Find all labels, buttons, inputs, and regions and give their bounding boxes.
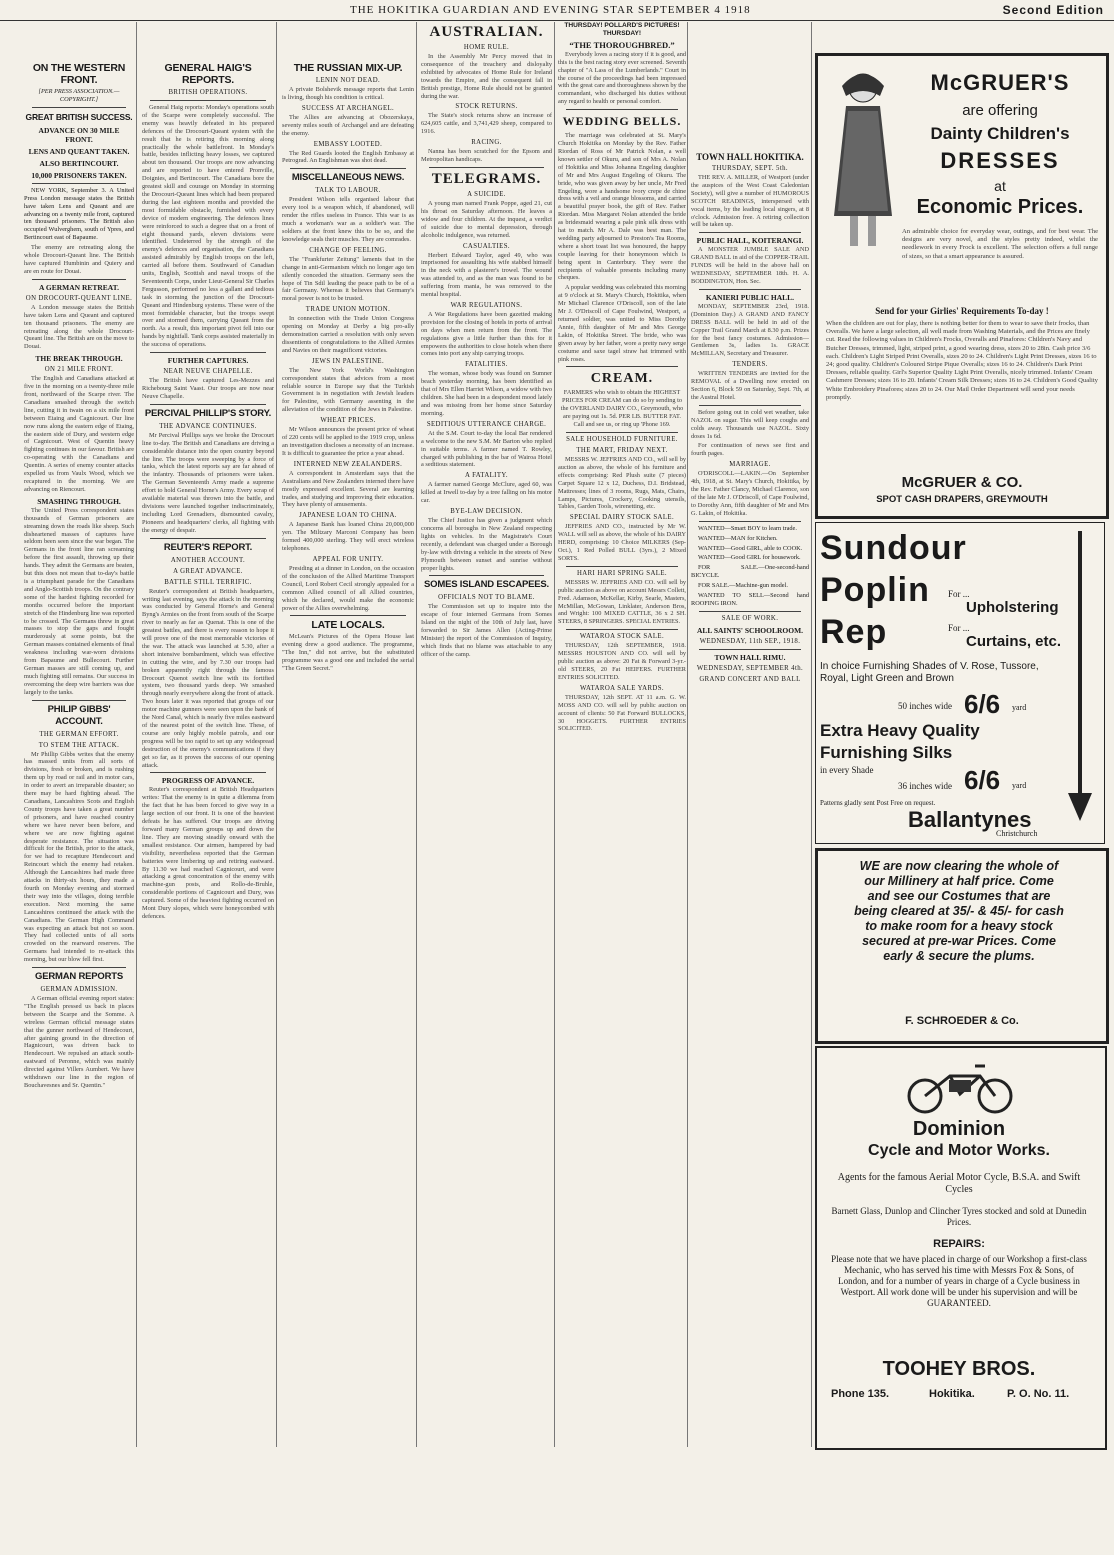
subhead: NEAR NEUVE CHAPELLE. bbox=[163, 368, 253, 376]
article-body: JEFFRIES AND CO., instructed by Mr W. WALL will sell as above, the whole of his DAIRY HERD, comprising: 10 Choice MILKERS (Sep-Oct.), 1 Red Polled BULL (3yrs.), 2 Mixed SORTS. bbox=[558, 523, 686, 562]
ballantynes-shades: In choice Furnishing Shades of V. Rose, Tussore, Royal, Light Green and Brown bbox=[820, 661, 1039, 684]
headline-smashing-through: SMASHING THROUGH. bbox=[37, 496, 121, 506]
article-body: Nanna has been scratched for the Epsom and Metropolitan handicaps. bbox=[421, 148, 552, 164]
subhead: SUCCESS AT ARCHANGEL. bbox=[301, 104, 395, 112]
article-body: A War Regulations have been gazetted making provision for the closing of hotels in ports of arrival on days when men return from the front. The regulations give a little further than this for it empowers the authorities to close hotels when there comes into port any ship carrying troops. bbox=[421, 310, 552, 358]
headline-australian: AUSTRALIAN. bbox=[429, 24, 544, 40]
ballantynes-use: Upholstering bbox=[966, 599, 1059, 616]
subhead: A SUICIDE. bbox=[467, 190, 506, 198]
article-body: Herbert Edward Taylor, aged 49, who was imprisoned for assaulting his wife stabbed himself in the neck with a plasterer's trowel. The wound was attended to, and as the man was found to be suffering from mania, he was removed to the mental hospital. bbox=[421, 251, 552, 299]
article-body: Reuter's correspondent at British headquarters, writing last evening, says the attack in the morning was conducted by General Horne's and General Byng's Armies on the front from south of the Scarpe river to nearly as far as Quenat. This is one of the greatest battles, and there is every reason to hope it will prove one of the most memorable victories of the war. The attack was launched at 5.30, after a short intensive bombardment, which was effective in cutting the wire, and by 7.30 our troops had broken apparently right through the famous Drocourt Quenot switch line with its fortified system, two thousand yards deep. We smashed through nearly everywhere along the front of attack. Two hours later it was reported that groups of our motor machine gunners were seen upon the bank of the Nord Canal, which is nearly five miles eastward of the nearest point of the switch line. These, of course are only highly mobile patrols, and our progress will be too rapid to set up any widespread destruction of the enemy's communications if they get so far, as it proves the success of our opening attack. bbox=[142, 587, 274, 769]
article-body: A Japanese Bank has loaned China 20,000,000 yen. The Miltzary Marconi Company has been formed 400,000 sterling. They will erect wireless telephones. bbox=[282, 521, 414, 553]
tenders-heading: TENDERS. bbox=[732, 361, 768, 369]
article-body: A popular wedding was celebrated this morning at 9 o'clock at St. Mary's Church, Hokitika, when Mr Michael Clarence O'Driscoll, son of the late Mr J. O'Driscoll of Cape Foulwind, Westport, a returned soldier, was united to Miss Dorothy Annie, fifth daughter of Mr and Mrs George Lakin, of Hokitika Street. The bride, who was given away by her father, wore a pretty navy serge costume and saxe tagel straw hat trimmed with pink roses. bbox=[558, 284, 686, 363]
article-body: The Chief Justice has given a judgment which concerns all boroughs in New Zealand respecting lights on vehicles. In the Magistrate's Court recently, a defendant was charged under a Borough by-law with driving a vehicle in the streets of New Plymouth between sunset and sunrise without proper lights. bbox=[421, 517, 552, 572]
headline-further-captures: FURTHER CAPTURES. bbox=[167, 356, 249, 366]
masthead bbox=[0, 0, 1114, 21]
ad-heading: HARI HARI SPRING SALE. bbox=[577, 569, 667, 577]
subhead: ADVANCE ON 30 MILE FRONT. bbox=[38, 125, 120, 144]
article-body: The "Frankfurter Zeitung" laments that in the change in anti-Germanism which no longer ago ten silently conceded the situation. Germany sees the hope of Tin Sdil leading the peace path to be of a fair Germany. Whereas it believes that Germany's moral power is not to be trusted. bbox=[282, 255, 414, 303]
hall-notice-title: PUBLIC HALL, KOITERANGI. bbox=[696, 236, 804, 246]
subhead: ALSO BERTINCOURT. bbox=[39, 158, 119, 168]
article-body: The Red Guards looted the English Embassy at Petrograd. An Englishman was shot dead. bbox=[282, 149, 414, 165]
article-body: Mr Wilson announces the present price of wheat of 220 cents will be applied to the 1919 crop, unless an investigation discloses a necessity of an increase. It is difficult to guarantee the price a year ahead. bbox=[282, 426, 414, 457]
column-notices bbox=[691, 150, 809, 1555]
hall-notice-date: THURSDAY, SEPT. 5th. bbox=[711, 165, 789, 172]
headline-somes-island: SOMES ISLAND ESCAPEES. bbox=[424, 579, 549, 591]
article-body: The woman, whose body was found on Sumner beach yesterday morning, has been identified as that of Mrs Ellen Harriet Wilson, a widow with two children. She had been in a despondent mood lately and was missing from her home since Saturday morning. bbox=[421, 370, 552, 417]
ballantynes-title: Rep bbox=[820, 613, 888, 651]
subhead: CASUALTIES. bbox=[462, 242, 510, 250]
notice-body: A MONSTER JUMBLE SALE AND GRAND BALL in aid of the COPPER-TRAIL FUNDS will be held in the above hall on WEDNESDAY, SEPTEMBER 18th. H. A. BODDINGTON, Hon. Sec. bbox=[691, 246, 809, 285]
classified-ad: FOR SALE.—Machine-gun model. bbox=[698, 582, 788, 590]
mcgruer-body: An admirable choice for everyday wear, outings, and for best wear. The designs are very novel, and the styles pretty indeed, whilst the needlework in every Frock is excellent. The selection offers a full range of sizes, so that a smart appearance is assured. bbox=[902, 228, 1098, 260]
toohey-town: Hokitika. bbox=[929, 1388, 975, 1400]
mcgruer-name: McGRUER'S bbox=[930, 70, 1070, 95]
ballantynes-unit: yard bbox=[1012, 703, 1027, 712]
article-body: A farmer named George McClure, aged 60, was killed at Irwell to-day by a tree falling on his motor car. bbox=[421, 481, 552, 505]
notice-body: Before going out in cold wet weather, take NAZOL on sugar. This will keep coughs and colds away. Thousands use NAZOL. Sixty doses 1s 6d. bbox=[691, 408, 809, 440]
classified-ad: WANTED—Good GIRL for housework. bbox=[698, 554, 801, 562]
article-body: The New York World's Washington correspondent states that advices from a most reliable source in Europe say that the Turkish Government is in negotiation with Jewish leaders for Palestine, with Germany assenting in the alleviation of the condition of the Jews in Palestine. bbox=[282, 366, 414, 414]
article-body: At the S.M. Court to-day the local Bar rendered a welcome to the new S.M. Mr Barton who replied in suitable terms. A farmer named T. Rowley, charged with publishing in the bar of Wairoa Hotel a seditious statement. bbox=[421, 429, 552, 469]
ballantynes-unit: yard bbox=[1012, 781, 1027, 790]
article-body: The English and Canadians attacked at five in the morning on a twenty-three mile front, northward of the Scarpe river. The Canadians smashed through the switch line, cutting it in twain on a six mile front between Etaing and Cagnicourt. Our line now runs along the eastern edge of Etaing, the eastern side of Dury, and western edge of Cagnicourt. West of Quentin heavy fighting continues in our favour. British are co-operating with the Canadians and Quentin. A series of enemy counter attacks expelled us from Vaulx Wood, which we recaptured in the morning. We are advancing on Riencourt. bbox=[24, 375, 134, 493]
subhead: SEDITIOUS UTTERANCE CHARGE. bbox=[426, 420, 547, 428]
toohey-stock: Barnett Glass, Dunlop and Clincher Tyres stocked and sold at Dunedin Prices. bbox=[831, 1206, 1087, 1227]
subhead: LENS AND QUEANT TAKEN. bbox=[28, 146, 130, 156]
toohey-agents: Agents for the famous Aerial Motor Cycle, B.S.A. and Swift Cycles bbox=[837, 1172, 1081, 1195]
article-body: MESSRS W. JEFFRIES AND CO., will sell by auction as above, the whole of his furniture and effects comprising: Red Plush suite (7 pieces) Carpet Square 12 x 12, Duchess, D.I. Bridstead, Mattresses; lines of 3 rooms, Rugs, Mats, Chairs, Lamps, Pictures, Crockery, Cooking utensils, Tables, Garden Tools, wirenetting, etc. bbox=[558, 455, 686, 511]
pollards-title: “THE THOROUGHBRED.” bbox=[569, 39, 675, 50]
article-body: THURSDAY, 12th SEPTEMBER, 1918. MESSRS HOUSTON AND CO. will sell by public auction as above: 20 Fat & Forward 3-yr.-old STEERS, 20 Fat HEIFERS. FURTHER ENTRIES SOLICITED. bbox=[558, 642, 686, 681]
article-body: The Allies are advancing at Obozerskaya, seventy miles south of Archangel and are defeating the enemy. bbox=[282, 113, 414, 137]
subhead: TALK TO LABOUR. bbox=[315, 187, 381, 195]
ad-heading: SALE HOUSEHOLD FURNITURE. bbox=[566, 435, 678, 443]
mcgruer-line: are offering bbox=[962, 102, 1038, 119]
ballantynes-city: Christchurch bbox=[996, 829, 1038, 838]
article-body: NEW YORK, September 3. A United Press London message states the British have taken Lens and Queant and are advancing on a twenty mile front, captured ten thousand prisoners. The British also occupied Wulverghem, south of Ypres, and Bertincourt east of Bapaume. bbox=[24, 186, 134, 242]
subhead: BRITISH OPERATIONS. bbox=[168, 89, 248, 96]
article-body: General Haig reports: Monday's operations south of the Scarpe were completely successful. The enemy was heavily defeated in his prepared defences of the Drocourt-Queant system with the result that he is retiring this morning along practically the whole battlefront. In Monday's battle, besides inflicting heavy losses, we captured about ten thousand. Our troops are now advancing and are reported to have entered Pronville, Doignies, and Bertincourt. The Canadians bore the greatest skill and courage on Monday in storming the Drocourt-Queant lines which had been prepared during the last eighteen months and provided the most formidable obstacle, furnished with every device of modern engineering. The defences lines were reinforced to such a degree that on a front of eight thousand yards, eleven divisions were identified. Undeterred by the strength of the enemy's defences and organisation, the Canadians assisted admirably by English troops on the left, carried all before them. Southward of Canadian units, English, Scottish and naval troops of the Seventeenth Corps, under Lieut-General Sir Charles Fergusson, performed no less a gallant and tedious task in storming the junction of the Drocourt-Queant and Hindenburg systems. These were of the most formidable character, but the troops swept over and stormed them, carrying Queant from the north. As a result, this important pivot fell into our hands by nightfall. Tank corps assisted materially in the success of operations. bbox=[142, 104, 274, 349]
headline-russian-mixup: THE RUSSIAN MIX-UP. bbox=[293, 62, 403, 74]
subhead: THE ADVANCE CONTINUES. bbox=[159, 422, 257, 430]
subhead: ANOTHER ACCOUNT. bbox=[170, 556, 246, 564]
ad-heading: WATAROA SALE YARDS. bbox=[579, 684, 665, 692]
subhead: RACING. bbox=[471, 139, 502, 147]
article-body: Mr Percival Phillips says we broke the Drocourt line to-day. The British and Canadians are driving a considerable distance into the open country beyond the line. The troops were sweeping by a force of tanks, which the latest reports say are far ahead of the infantry. Thousands of prisoners were taken. The German Seventeenth Army made a supreme effort to hold General Horne's Army. Every scrap of available material was thrown into the battle, and divisions were launched together indiscriminately, including Lord Grenadiers, dismounted cavalry, Pioneers and headquarters' clerks, all fighting with the energy of despair. bbox=[142, 431, 274, 534]
classified-ad: WANTED—Good GIRL, able to COOK. bbox=[698, 544, 803, 552]
classified-ad: FOR SALE.—One-second-hand BICYCLE. bbox=[691, 564, 809, 580]
subhead: STOCK RETURNS. bbox=[455, 103, 518, 111]
subhead: EMBASSY LOOTED. bbox=[313, 140, 383, 148]
article-body: A private Bolshevik message reports that Lenin is living, though his condition is critical. bbox=[282, 86, 414, 101]
mcgruer-line: at bbox=[994, 178, 1006, 194]
subhead: ON DROCOURT-QUEANT LINE. bbox=[25, 294, 133, 302]
subhead: FATALITIES. bbox=[465, 361, 508, 369]
article-body: MESSRS W. JEFFRIES AND CO. will sell by public auction as above on account Messrs Collett, Fred. Adamson, McKellar, Kirby, Searle, Masters, McMillan, McGowan, Linklater, Anderson Bros, and Wright: 100 MIXED CATTLE, 36 x 2 SH. STEERS, 8 SPRINGERS. SPECIAL ENTRIES. bbox=[558, 578, 686, 626]
ballantynes-for: For ... bbox=[948, 589, 970, 599]
article-body: FARMERS who wish to obtain the HIGHEST PRICES FOR CREAM can do so by sending to the OVERLAND DAIRY CO., Greymouth, who are paying out 1s. 5d. PER LB. BUTTER FAT. Call and see us, or ring up 'Phone 169. bbox=[560, 389, 684, 429]
ad-heading: THE MART, FRIDAY NEXT. bbox=[576, 446, 668, 454]
motorcycle-icon bbox=[905, 1054, 1015, 1114]
article-body: Presiding at a dinner in London, on the occasion of the conclusion of the Allied Maritime Transport Council, Lord Robert Cecil strongly appealed for a common Allied council of all Allied countries, which he declared, would make the economic power of the Allies overwhelming. bbox=[282, 564, 414, 612]
subhead: HOME RULE. bbox=[463, 44, 510, 51]
headline-philip-gibbs: PHILIP GIBBS' ACCOUNT. bbox=[47, 703, 111, 727]
ballantynes-price: 6/6 bbox=[964, 689, 1001, 719]
ballantynes-silk: Extra Heavy Quality bbox=[820, 721, 980, 740]
ballantynes-advert bbox=[815, 522, 1105, 844]
ad-heading: WATAROA STOCK SALE. bbox=[579, 633, 665, 641]
subhead: JEWS IN PALESTINE. bbox=[311, 357, 385, 365]
column-haig-reports bbox=[142, 60, 274, 1450]
ballantynes-title: Poplin bbox=[820, 571, 930, 609]
article-body: A London message states the British have taken Lens and Queant and captured ten thousand prisoners. The enemy are retreating along the whole Drocourt-Queant line. The British are on the move to Douai. bbox=[24, 303, 134, 351]
column-rule bbox=[136, 22, 137, 1447]
child-dress-illustration bbox=[828, 66, 898, 256]
classified-ad: WANTED—Smart BOY to learn trade. bbox=[698, 524, 797, 532]
article-body: The United Press correspondent states thousands of German prisoners are streaming down the roads like sheep. Such disheartened masses of captures have seldom been seen since the war began. The Germans in the front line ran screaming before the first assault, throwing up their hands. They admit the Germans are beaten, but this does not mean that to-day's battle is a triumphant parade for the Canadians and Anglo-Scottish troops. On the contrary some of the hardest fighting recorded for months occurred before the important stretch of the Hindenburg line was reported to be crossed. The Germans threw in great masses to stop the gaps and fought murderously at some points, but the German masses contained elements of final weakness including war-worn divisions from Bapaume and Bullecourt. Further German masses are still coming up, and much fighting still remains. Our success in overcoming the deep wire barriers was due largely to the tanks. bbox=[24, 506, 134, 696]
article-body: President Wilson tells organised labour that every tool is a weapon which, if abandoned, will render the rifles useless in France. This war is as much a workman's war as a soldier's war. The soldiers at the front knew this to be so, and the knowledge seals their muscles. They are comrades. bbox=[282, 196, 414, 243]
subhead: OFFICIALS NOT TO BLAME. bbox=[438, 594, 535, 602]
mcgruer-line: Economic Prices. bbox=[916, 196, 1084, 218]
article-body: The Commission set up to inquire into the escape of four interned Germans from Somes Island on the night of the 10th of July last, have forwarded to Sir James Allen (Acting-Prime Minister) the report of the Commission of Inquiry, which finds that no blame was attachable to any officer of the camp. bbox=[421, 603, 552, 658]
article-body: The marriage was celebrated at St. Mary's Church Hokitika on Monday by the Rev. Father Riordan of Ross of Mr Patrick Nolan, a well known settler of Okuru, and son of Mrs A. Nolan of Hokitika and Miss Johanna Engeling daughter of Mr and Mrs August Engeling of Okuru. The bride, who was given away by her uncle, Mr Fred Engeling, wore a handsome ivory crepe de chine dress with a veil and orange blossoms, and carried a beautiful prayer book, the gift of Rev. Father Riordan. Miss Margaret Nolan attended the bride as bridesmaid wearing a pale pink silk dress with hat to match. Mr A. Dale was best man. The wedding party adjourned to Preston's Tea Rooms, where a short toast list was honoured, the happy couple leaving for their honeymoon which is being spent in Canterbury. They were the recipients of valuable presents including many cheques. bbox=[558, 132, 686, 282]
headline-progress-advance: PROGRESS OF ADVANCE. bbox=[161, 776, 255, 786]
toohey-advert bbox=[815, 1046, 1107, 1450]
headline-reuters-report: REUTER'S REPORT. bbox=[163, 541, 253, 553]
article-body: Reuter's correspondent at British Headquarters writes: That the enemy is in quite a dilemma from the fact that he has been forced to give way in a large section of our front. It is one of the heaviest defeats he has suffered. Our troops are driving forward many German groups up and down the line. They are moving steadily onward with the smallest resistance. Our airmen, hampered by bad visibility, nevertheless reported that the German batteries were limbering up and retiring eastward. By 11.30 we had reached Cagnicourt, and were attacking a great concentration of the enemy with machine-gun posts, and Rollo-de-Bruhle, considerable portions of Cagnicourt and Dury, was captured. Some of the heaviest fighting occurred on Mont Dury slopes, which were honeycombed with defences. bbox=[142, 786, 274, 920]
article-body: In the Assembly Mr Percy moved that in consequence of the treachery and disloyalty exhibited by advocates of Home Rule for Ireland towards the Empire, and the consequent fall in British prestige, Home Rule should not be granted during the war. bbox=[421, 53, 552, 100]
subhead: LENIN NOT DEAD. bbox=[315, 77, 381, 84]
headline-break-through: THE BREAK THROUGH. bbox=[35, 354, 123, 364]
headline-late-locals: LATE LOCALS. bbox=[311, 619, 385, 632]
subhead: TRADE UNION MOTION. bbox=[305, 306, 391, 314]
headline-cream: CREAM. bbox=[590, 371, 654, 387]
toohey-repairs-text: Please note that we have placed in charge of our Workshop a first-class Mechanic, who has served his time with Messrs Fox & Sons, of London, and for a number of years in charge of a Cycle business in Westport. All work done will be under his supervision and will be GUARANTEED. bbox=[831, 1254, 1087, 1308]
column-western-front bbox=[24, 60, 134, 1450]
sale-of-work-heading: SALE OF WORK. bbox=[721, 614, 779, 622]
mcgruer-footer-address: SPOT CASH DRAPERS, GREYMOUTH bbox=[876, 494, 1048, 505]
article-body: The State's stock returns show an increase of 624,605 cattle, and 3,741,429 sheep, compared to 1916. bbox=[421, 112, 552, 136]
subhead: INTERNED NEW ZEALANDERS. bbox=[293, 460, 403, 468]
subhead: THE GERMAN EFFORT. bbox=[39, 730, 119, 738]
subhead: A FATALITY. bbox=[465, 472, 508, 480]
notice-body: MONDAY, SEPTEMBER 23rd, 1918. (Dominion Day.) A GRAND AND FANCY DRESS BALL will be held in aid of the Copper Trail Grand March at 8.30 p.m. Prizes for the best fancy costumes. Admission—Gentlemen 3s, ladies 1s. GRACE McMILLAN, Secretary and Treasurer. bbox=[691, 302, 809, 358]
toohey-name: TOOHEY BROS. bbox=[882, 1358, 1036, 1380]
article-body: The British have captured Les-Mezzes and Richebourg Saint Vaast. Our troops are now near Neuve Chapelle. bbox=[142, 377, 274, 400]
subhead: BATTLE STILL TERRIFIC. bbox=[164, 578, 252, 586]
toohey-phone: Phone 135. bbox=[831, 1388, 890, 1400]
notice-body: For continuation of news see first and fourth pages. bbox=[691, 442, 809, 458]
subhead: CHANGE OF FEELING. bbox=[309, 246, 387, 254]
column-rule bbox=[276, 22, 277, 1447]
subhead: 10,000 PRISONERS TAKEN. bbox=[31, 170, 127, 180]
ballantynes-for: For ... bbox=[948, 623, 970, 633]
ballantynes-width: 36 inches wide bbox=[898, 781, 952, 791]
subhead: WHEAT PRICES. bbox=[320, 417, 376, 425]
toohey-title: Dominion bbox=[912, 1118, 1006, 1140]
ballantynes-use: Curtains, etc. bbox=[966, 633, 1062, 650]
article-body: A correspondent in Amsterdam says that the Australians and New Zealanders interned there have mostly expressed excellent. Several are learning trades, and studying and improving their education. They have plenty of amusements. bbox=[282, 469, 414, 509]
ballantynes-patterns: Patterns gladly sent Post Free on request. bbox=[820, 799, 936, 807]
ballantynes-width: 50 inches wide bbox=[898, 701, 952, 711]
hall-notice-date: WEDNESDAY, SEPTEMBER 4th. bbox=[696, 664, 804, 672]
subhead: JAPANESE LOAN TO CHINA. bbox=[299, 512, 397, 520]
mcgruer-line: Dainty Children's bbox=[930, 124, 1070, 143]
column-rule bbox=[811, 22, 812, 1447]
article-body: In connection with the Trade Union Congress opening on Monday at Derby a big pro-ally demonstration carried a resolution with only seven dissentients of congratulations to the Allied Armies and Navies on their magnificent victories. bbox=[282, 315, 414, 354]
column-rule bbox=[416, 22, 417, 1447]
subhead: ON 21 MILE FRONT. bbox=[44, 366, 114, 374]
headline-telegrams: TELEGRAMS. bbox=[431, 170, 542, 187]
article-body: A German official evening report states: "The English pressed us back in places between the Scarpe and the Somme. A wireless German official message states that the gunner northward of Hendecourt, after gaining ground in the direction of Hagnicourt, was driven back to Hendecourt. We repulsed an attack south-eastward of Peronne, which was mainly directed against Villers Aumbert. We have withdrawn our line in the region of Bouchavesnes and Sr. Quentin." bbox=[24, 995, 134, 1089]
hall-notice-title: TOWN HALL HOKITIKA. bbox=[696, 152, 804, 162]
subhead: APPEAL FOR UNITY. bbox=[312, 555, 384, 563]
schoolroom-title: ALL SAINTS' SCHOOLROOM. bbox=[696, 625, 804, 635]
article-body: Everybody loves a racing story if it is good, and this is the best racing story ever screened. Seventh chapter of "A Lass of the Lumberlands." Court in the course of the proceedings had been impressed with the great care and thoroughness shown by the commandant, who discharged his duties without any regard to health or personal comfort. bbox=[558, 50, 686, 106]
article-body: McLean's Pictures of the Opera House last evening drew a good audience. The programme, "The Inn," did not arrive, but the substituted programme was a good one and included the serial "The Green Secret." bbox=[282, 633, 414, 673]
article-body: The enemy are retreating along the whole Drocourt-Queant line. The British have captured Humbinin and Quiery and are en route for Douai. bbox=[24, 244, 134, 275]
hall-notice-title: KANIERI PUBLIC HALL. bbox=[705, 292, 795, 302]
edition-label: Second Edition bbox=[1002, 3, 1104, 17]
article-body: THURSDAY, 12th SEPT. AT 11 a.m. G. W. MOSS AND CO. will sell by public auction on account of clients: 50 Fat Forward BULLOCKS, 30 HOGGETS. FURTHER ENTRIES SOLICITED. bbox=[558, 693, 686, 733]
press-credit: [PER PRESS ASSOCIATION.—COPYRIGHT.] bbox=[38, 88, 120, 103]
hall-notice-title: TOWN HALL RIMU. bbox=[714, 652, 786, 662]
column-rule bbox=[554, 22, 555, 1447]
pollards-banner: THURSDAY! POLLARD'S PICTURES! THURSDAY! bbox=[564, 22, 680, 37]
column-pollards bbox=[558, 22, 686, 1427]
subhead: A GREAT ADVANCE. bbox=[173, 567, 243, 575]
masthead-title: THE HOKITIKA GUARDIAN AND EVENING STAR SEPTEMBER 4 1918 bbox=[350, 4, 751, 16]
schroeder-name: F. SCHROEDER & Co. bbox=[905, 1015, 1019, 1027]
article-body: A young man named Frank Poppe, aged 21, cut his throat on Saturday afternoon. He leaves a widow and four children. At the inquest, a verdict of suicide due to mental depression, through alcoholic indulgence, was returned. bbox=[421, 199, 552, 239]
mcgruer-line: DRESSES bbox=[940, 148, 1060, 173]
ballantynes-title: Sundour bbox=[820, 529, 967, 567]
headline-german-retreat: A GERMAN RETREAT. bbox=[39, 282, 119, 292]
column-australian bbox=[421, 22, 552, 1412]
ballantynes-silk: in every Shade bbox=[820, 765, 874, 775]
classified-ad: WANTED—MAN for Kitchen. bbox=[698, 534, 778, 542]
mcgruer-footer: McGRUER & CO. bbox=[901, 474, 1023, 491]
headline-misc-news: MISCELLANEOUS NEWS. bbox=[291, 172, 405, 184]
notice-body: THE REV. A. MILLER, of Westport (under the auspices of the West Coast Caledonian Society), will give a number of HUMOROUS SCOTCH READINGS, interspersed with vocal items, by the leading local singers, at 8 o'clock. Admission free. A retiring collection will be taken up. bbox=[691, 174, 809, 229]
headline-british-success: GREAT BRITISH SUCCESS. bbox=[25, 111, 133, 122]
notice-body: O'DRISCOLL—LAKIN.—On September 4th, 1918, at St. Mary's Church, Hokitika, by the Rev. Father Clancy, Michael Clarence, son of the late Mr J. O'Driscoll, of Cape Foulwind, to Dorothy Ann, fifth daughter of Mr and Mrs G. Lakin, of Hokitika. bbox=[691, 470, 809, 517]
down-arrow-icon bbox=[1060, 531, 1100, 831]
mcgruer-send: Send for your Girlies' Requirements To-day ! bbox=[875, 306, 1049, 316]
concert-title: GRAND CONCERT AND BALL bbox=[699, 675, 801, 683]
headline-western-front: ON THE WESTERN FRONT. bbox=[32, 62, 126, 86]
headline-percival-phillip: PERCIVAL PHILLIP'S STORY. bbox=[144, 407, 272, 419]
subhead: BYE-LAW DECISION. bbox=[450, 508, 523, 516]
article-body: Mr Phillip Gibbs writes that the enemy has massed units from all sorts of divisions, fresh or broken, and is rushing them up by road or rail and in motor cars, in order to avert an irreparable disaster; so there may be hard fighting ahead. The Canadians, Lancashires Scots and English County troops have taken a great number of prisoners, and have reached country where we have never been before, and where we are now fighting against desperate resistance. The situation was difficult for the British, prior to the attack, for we had to recapture Hendecourt and Reincourt which the enemy had retaken. Although the Lancashires had made three attacks in thirty-six hours, they made a fourth on Monday evening and stormed their way into the villages, doing terrible execution. Next morning the same Lancashires continued the attack with the Canadians. The German High Command was expecting an attack but not so soon. They had collected units of all sorts crowded on the rearward reserves. The Germans had intended to re-attack this morning, but our blow fell first. bbox=[24, 750, 134, 964]
ballantynes-price: 6/6 bbox=[964, 765, 1001, 795]
ballantynes-name: Ballantynes bbox=[908, 807, 1032, 832]
ad-heading: SPECIAL DAIRY STOCK SALE. bbox=[569, 514, 675, 522]
toohey-box: P. O. No. 11. bbox=[1007, 1388, 1070, 1400]
schroeder-advert bbox=[815, 848, 1109, 1044]
schroeder-text: WE are now clearing the whole of our Millinery at half price. Come and see our Costumes that are being cleared at 35/- & 45/- for cash to make room for a heavy stock secured at pre-war Prices. Come early & secure the plums. bbox=[854, 859, 1064, 963]
mcgruer-list: When the children are out for play, there is nothing better for them to wear to save their frocks, than Overalls. We have a large selection, all well made from Washing Materials, and the Prices are finely cut. Read the following values in Children's Frocks, Overalls and Pinafores: Children's Navy and Butcher Dresses, trimmed, light, striped print, a good wearing dress, sizes 20 to 28in. Cash price 3/6 each. Children's Light Striped Print Overalls, sizes 20 to 24. Children's Light Print Dresses, sizes 16 to 24; good quality. Children's Coloured Stripe Pique Overalls; sizes 16 to 24. Children's Dark Print Dresses, reliable quality. Girl's Superior Quality Light Print Overalls, nicely trimmed. Infants' Cream Cashmere Dresses; sizes 16 to 20. Infants' Cream Silk Dresses; sizes 16 to 24. Children's Good Quality White Embroidery Pinafores; sizes 20 to 24. Our Mail Order Department will send your needs promptly. bbox=[826, 320, 1098, 401]
column-rule bbox=[687, 22, 688, 1447]
toohey-title: Cycle and Motor Works. bbox=[868, 1142, 1050, 1159]
classified-ad: WANTED TO SELL—Second hand ROOFING IRON. bbox=[691, 592, 809, 607]
toohey-repairs: REPAIRS: bbox=[933, 1238, 985, 1250]
subhead: WAR REGULATIONS. bbox=[450, 301, 523, 309]
notice-body: WRITTEN TENDERS are invited for the REMOVAL of a Dwelling now erected on Section 6, Block 59 on Saturday, Sept. 7th, at the Austral Hotel. bbox=[691, 370, 809, 401]
headline-haig-reports: GENERAL HAIG'S REPORTS. bbox=[164, 62, 252, 86]
column-russian-mixup bbox=[282, 60, 414, 1450]
ballantynes-silk: Furnishing Silks bbox=[820, 743, 953, 762]
marriage-heading: MARRIAGE. bbox=[729, 461, 771, 469]
subhead: TO STEM THE ATTACK. bbox=[38, 741, 120, 749]
schoolroom-date: WEDNESDAY, 11th SEP., 1918. bbox=[699, 637, 801, 645]
subhead: GERMAN ADMISSION. bbox=[40, 986, 118, 994]
mcgruer-advert bbox=[815, 53, 1109, 519]
headline-german-reports: GERMAN REPORTS bbox=[35, 971, 123, 983]
headline-wedding-bells: WEDDING BELLS. bbox=[562, 114, 682, 129]
